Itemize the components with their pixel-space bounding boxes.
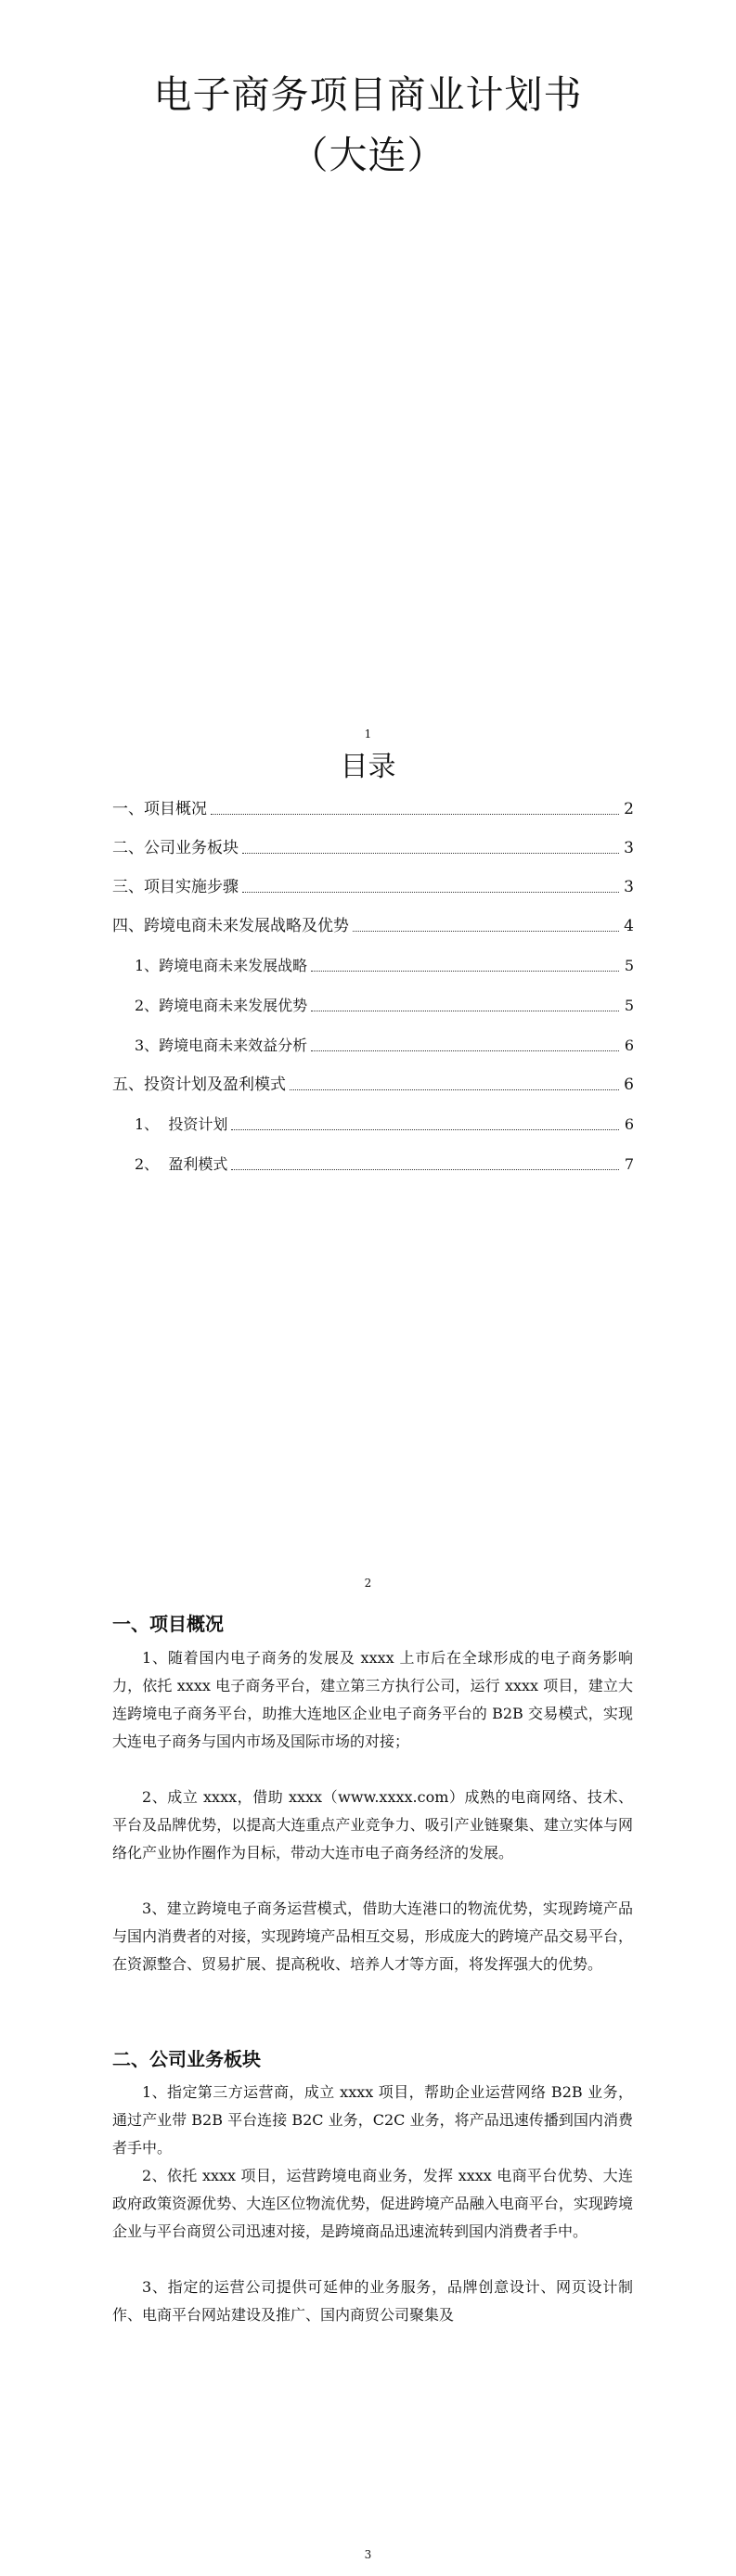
cover-title: 电子商务项目商业计划书 [153, 72, 583, 117]
toc-entry-text: 三、项目实施步骤 [112, 878, 239, 896]
toc-entry[interactable] [135, 1114, 634, 1135]
cover-subtitle: （大连） [290, 133, 446, 177]
toc-entry-text: 四、跨境电商未来发展战略及优势 [112, 917, 349, 935]
toc-entry-page: 6 [624, 1037, 634, 1054]
toc-entry-page: 7 [624, 1155, 634, 1173]
toc-leader [242, 891, 619, 893]
toc-entry-page: 5 [624, 997, 634, 1014]
toc-entry-text: 1、跨境电商未来发展战略 [135, 957, 308, 974]
toc-entry[interactable] [112, 1075, 634, 1095]
paragraph: 1、随着国内电子商务的发展及 xxxx 上市后在全球形成的电子商务影响力，依托 xxxx 电子商务平台，建立第三方执行公司，运行 xxxx 项目，建立大连跨境电子商务平台，助推大连地区企业电子商务平台的 B2B 交易模式，实现大连电子商务与国内市场及国际市场的对接； [112, 1649, 633, 1750]
page-number: 3 [364, 2548, 372, 2561]
toc-entry-page: 5 [624, 957, 634, 974]
toc-entry-page: 4 [624, 917, 634, 935]
toc-entry-text: 一、项目概况 [112, 800, 207, 818]
toc-entry-text: 3、跨境电商未来效益分析 [135, 1037, 308, 1054]
toc-leader [353, 930, 619, 932]
paragraph: 3、指定的运营公司提供可延伸的业务服务，品牌创意设计、网页设计制作、电商平台网站建设及推广、国内商贸公司聚集及 [112, 2278, 633, 2324]
toc-entry[interactable] [135, 1036, 634, 1056]
toc-entry[interactable] [112, 799, 634, 819]
toc-entry[interactable] [135, 1154, 634, 1175]
toc-entry-text: 五、投资计划及盈利模式 [112, 1075, 286, 1094]
toc-leader [231, 1168, 619, 1170]
toc-entry-text: 1、 投资计划 [135, 1115, 228, 1133]
toc-entry[interactable] [112, 877, 634, 897]
toc-leader [290, 1088, 619, 1090]
toc-entry-text: 2、跨境电商未来发展优势 [135, 997, 308, 1014]
toc-entry[interactable] [135, 956, 634, 976]
toc-leader [311, 1050, 619, 1051]
toc-leader [231, 1128, 619, 1130]
toc-entry[interactable] [112, 838, 634, 858]
paragraph: 2、成立 xxxx，借助 xxxx（www.xxxx.com）成熟的电商网络、技术、平台及品牌优势，以提高大连重点产业竞争力、吸引产业链聚集、建立实体与网络化产业协作圈作为目标，带动大连市电子商务经济的发展。 [112, 1788, 633, 1861]
toc-leader [311, 1010, 619, 1011]
toc-leader [242, 852, 619, 854]
paragraph: 3、建立跨境电子商务运营模式，借助大连港口的物流优势，实现跨境产品与国内消费者的对接，实现跨境产品相互交易，形成庞大的跨境产品交易平台，在资源整合、贸易扩展、提高税收、培养人才等方面，将发挥强大的优势。 [112, 1900, 633, 1973]
toc-leader [311, 970, 619, 972]
paragraph: 2、依托 xxxx 项目，运营跨境电商业务，发挥 xxxx 电商平台优势、大连政府政策资源优势、大连区位物流优势，促进跨境产品融入电商平台，实现跨境企业与平台商贸公司迅速对接，是跨境商品迅速流转到国内消费者手中。 [112, 2167, 633, 2240]
toc-entry[interactable] [135, 996, 634, 1016]
page-number: 1 [364, 728, 372, 741]
toc-entry-page: 2 [624, 800, 634, 818]
toc-entry[interactable] [112, 916, 634, 936]
toc-entry-page: 6 [624, 1075, 634, 1094]
toc-entry-text: 2、 盈利模式 [135, 1155, 228, 1173]
toc-entry-page: 6 [624, 1115, 634, 1133]
section-heading: 二、公司业务板块 [112, 2048, 261, 2070]
page-number: 2 [364, 1577, 372, 1590]
toc-heading: 目录 [340, 751, 396, 783]
toc-entry-text: 二、公司业务板块 [112, 839, 239, 857]
toc-leader [211, 813, 619, 815]
section-heading: 一、项目概况 [112, 1613, 224, 1635]
paragraph: 1、指定第三方运营商，成立 xxxx 项目，帮助企业运营网络 B2B 业务，通过产业带 B2B 平台连接 B2C 业务，C2C 业务，将产品迅速传播到国内消费者手中。 [112, 2083, 633, 2157]
toc-entry-page: 3 [624, 878, 634, 896]
toc-entry-page: 3 [624, 839, 634, 857]
